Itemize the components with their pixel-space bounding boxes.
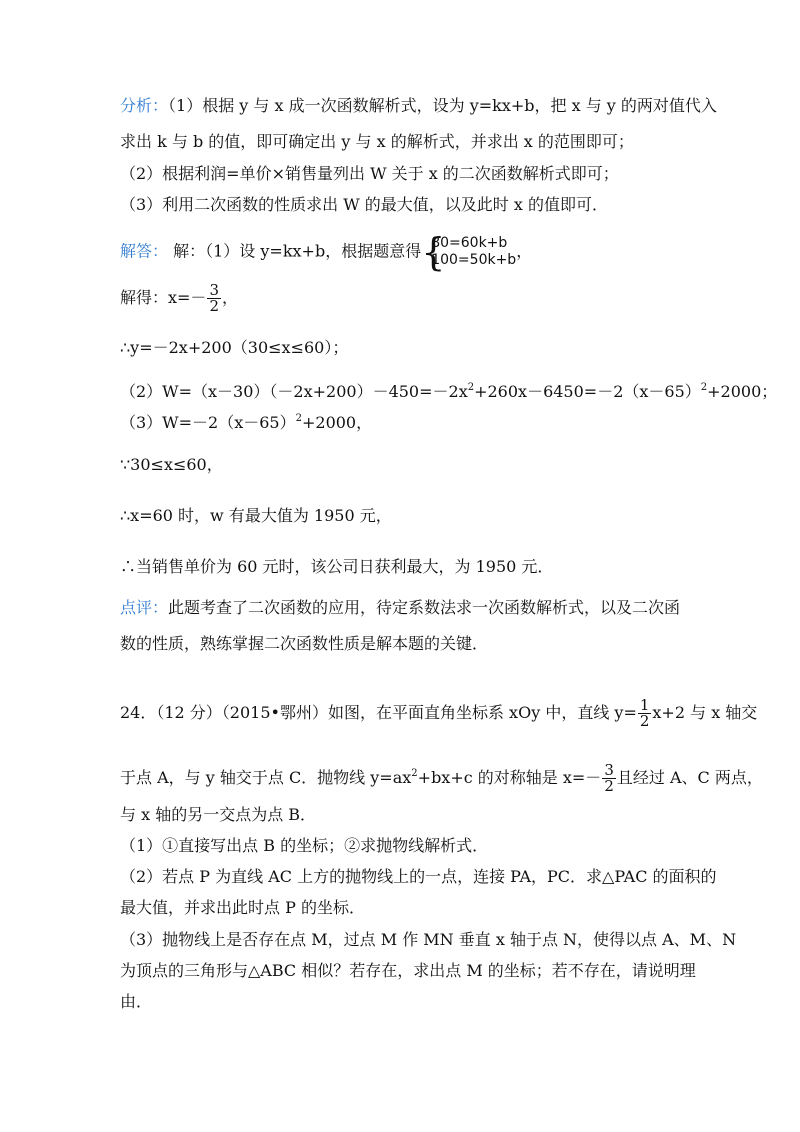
fraction-denominator: 2	[604, 777, 614, 795]
fraction-three-halves-2	[602, 763, 616, 794]
w2-part-b: +2000，	[301, 413, 373, 432]
answer-label: 解答：	[120, 241, 169, 261]
solve-line	[120, 283, 238, 314]
fraction-three-halves	[207, 283, 221, 314]
w2-superscript: 2	[295, 413, 302, 424]
analysis-label: 分析：	[120, 96, 169, 115]
equation-comma: ，	[516, 241, 533, 261]
w1-superscript-2: 2	[700, 382, 708, 393]
problem-24-q3-line-2: 为顶点的三角形与△ABC 相似？若存在，求出点 M 的坐标；若不存在，请说明理	[120, 961, 696, 980]
problem-24-line-3: 与 x 轴的另一交点为点 B．	[120, 805, 317, 824]
problem-24-q1: （1）①直接写出点 B 的坐标；②求抛物线解析式．	[120, 836, 489, 855]
line2-superscript: 2	[411, 768, 418, 779]
answer-line-w1	[120, 381, 777, 403]
w1-superscript: 2	[467, 382, 475, 393]
w1-part-b: +260x－6450=－2（x－65）	[474, 382, 701, 401]
fraction-numerator: 3	[209, 281, 219, 299]
problem-24-line-2	[120, 763, 763, 794]
solve-suffix: ，	[221, 288, 238, 307]
fraction-numerator: 3	[604, 761, 614, 779]
fraction-denominator: 2	[209, 297, 219, 315]
fraction-numerator: 1	[639, 696, 650, 714]
line2-part-b: +bx+c 的对称轴是 x=－	[417, 768, 602, 787]
comment-line-2: 数的性质，熟练掌握二次函数性质是解本题的关键．	[120, 634, 489, 653]
problem-24-q3-line-3: 由．	[120, 992, 153, 1011]
line2-part-c: 且经过 A、C 两点，	[616, 768, 763, 787]
fraction-denominator: 2	[639, 712, 650, 730]
solve-prefix: 解得：x=－	[120, 288, 207, 307]
problem-24-q2-line-2: 最大值，并求出此时点 P 的坐标．	[120, 898, 365, 917]
w2-part-a: （3）W=－2（x－65）	[120, 413, 296, 432]
problem-24-head-tail: x+2 与 x 轴交	[652, 703, 758, 722]
fraction-one-half	[638, 698, 652, 729]
answer-because: ∵30≤x≤60，	[120, 455, 223, 474]
answer-therefore-2: ∴当销售单价为 60 元时，该公司日获利最大，为 1950 元．	[120, 557, 554, 576]
analysis-line-4: （3）利用二次函数的性质求出 W 的最大值，以及此时 x 的值即可．	[120, 195, 608, 214]
answer-line-w2	[120, 412, 372, 434]
analysis-line-3: （2）根据利润=单价×销售量列出 W 关于 x 的二次函数解析式即可；	[120, 164, 619, 183]
problem-24-head: 24．（12 分）（2015•鄂州）如图，在平面直角坐标系 xOy 中，直线 y=	[120, 703, 637, 722]
line2-part-a: 于点 A，与 y 轴交于点 C．抛物线 y=ax	[120, 768, 412, 787]
answer-line-1	[120, 230, 533, 274]
w1-part-a: （2）W=（x－30）（－2x+200）－450=－2x	[120, 382, 468, 401]
equation-2: 100=50k+b	[431, 252, 517, 268]
w1-part-c: +2000；	[707, 382, 778, 401]
comment-label: 点评：	[120, 598, 169, 617]
analysis-line-1	[120, 95, 717, 117]
brace-symbol: {	[421, 230, 446, 274]
answer-therefore-1: ∴x=60 时，w 有最大值为 1950 元，	[120, 506, 392, 525]
answer-line-y: ∴y=－2x+200（30≤x≤60）；	[120, 338, 349, 357]
equation-system	[421, 230, 517, 274]
problem-24-line-1	[120, 698, 757, 729]
analysis-text-1: （1）根据 y 与 x 成一次函数解析式，设为 y=kx+b，把 x 与 y 的两对值代入	[168, 96, 717, 115]
comment-text-1: 此题考查了二次函数的应用，待定系数法求一次函数解析式，以及二次函	[168, 598, 681, 617]
problem-24-q2-line-1: （2）若点 P 为直线 AC 上方的抛物线上的一点，连接 PA，PC．求△PAC 的面积的	[120, 867, 717, 886]
answer-intro: 解：（1）设 y=kx+b，根据题意得	[173, 241, 422, 261]
comment-line-1	[120, 597, 680, 619]
analysis-line-2: 求出 k 与 b 的值，即可确定出 y 与 x 的解析式，并求出 x 的范围即可；	[120, 132, 634, 151]
problem-24-q3-line-1: （3）抛物线上是否存在点 M，过点 M 作 MN 垂直 x 轴于点 N，使得以点 A、M、N	[120, 930, 737, 949]
equation-1: 80=60k+b	[431, 235, 508, 251]
